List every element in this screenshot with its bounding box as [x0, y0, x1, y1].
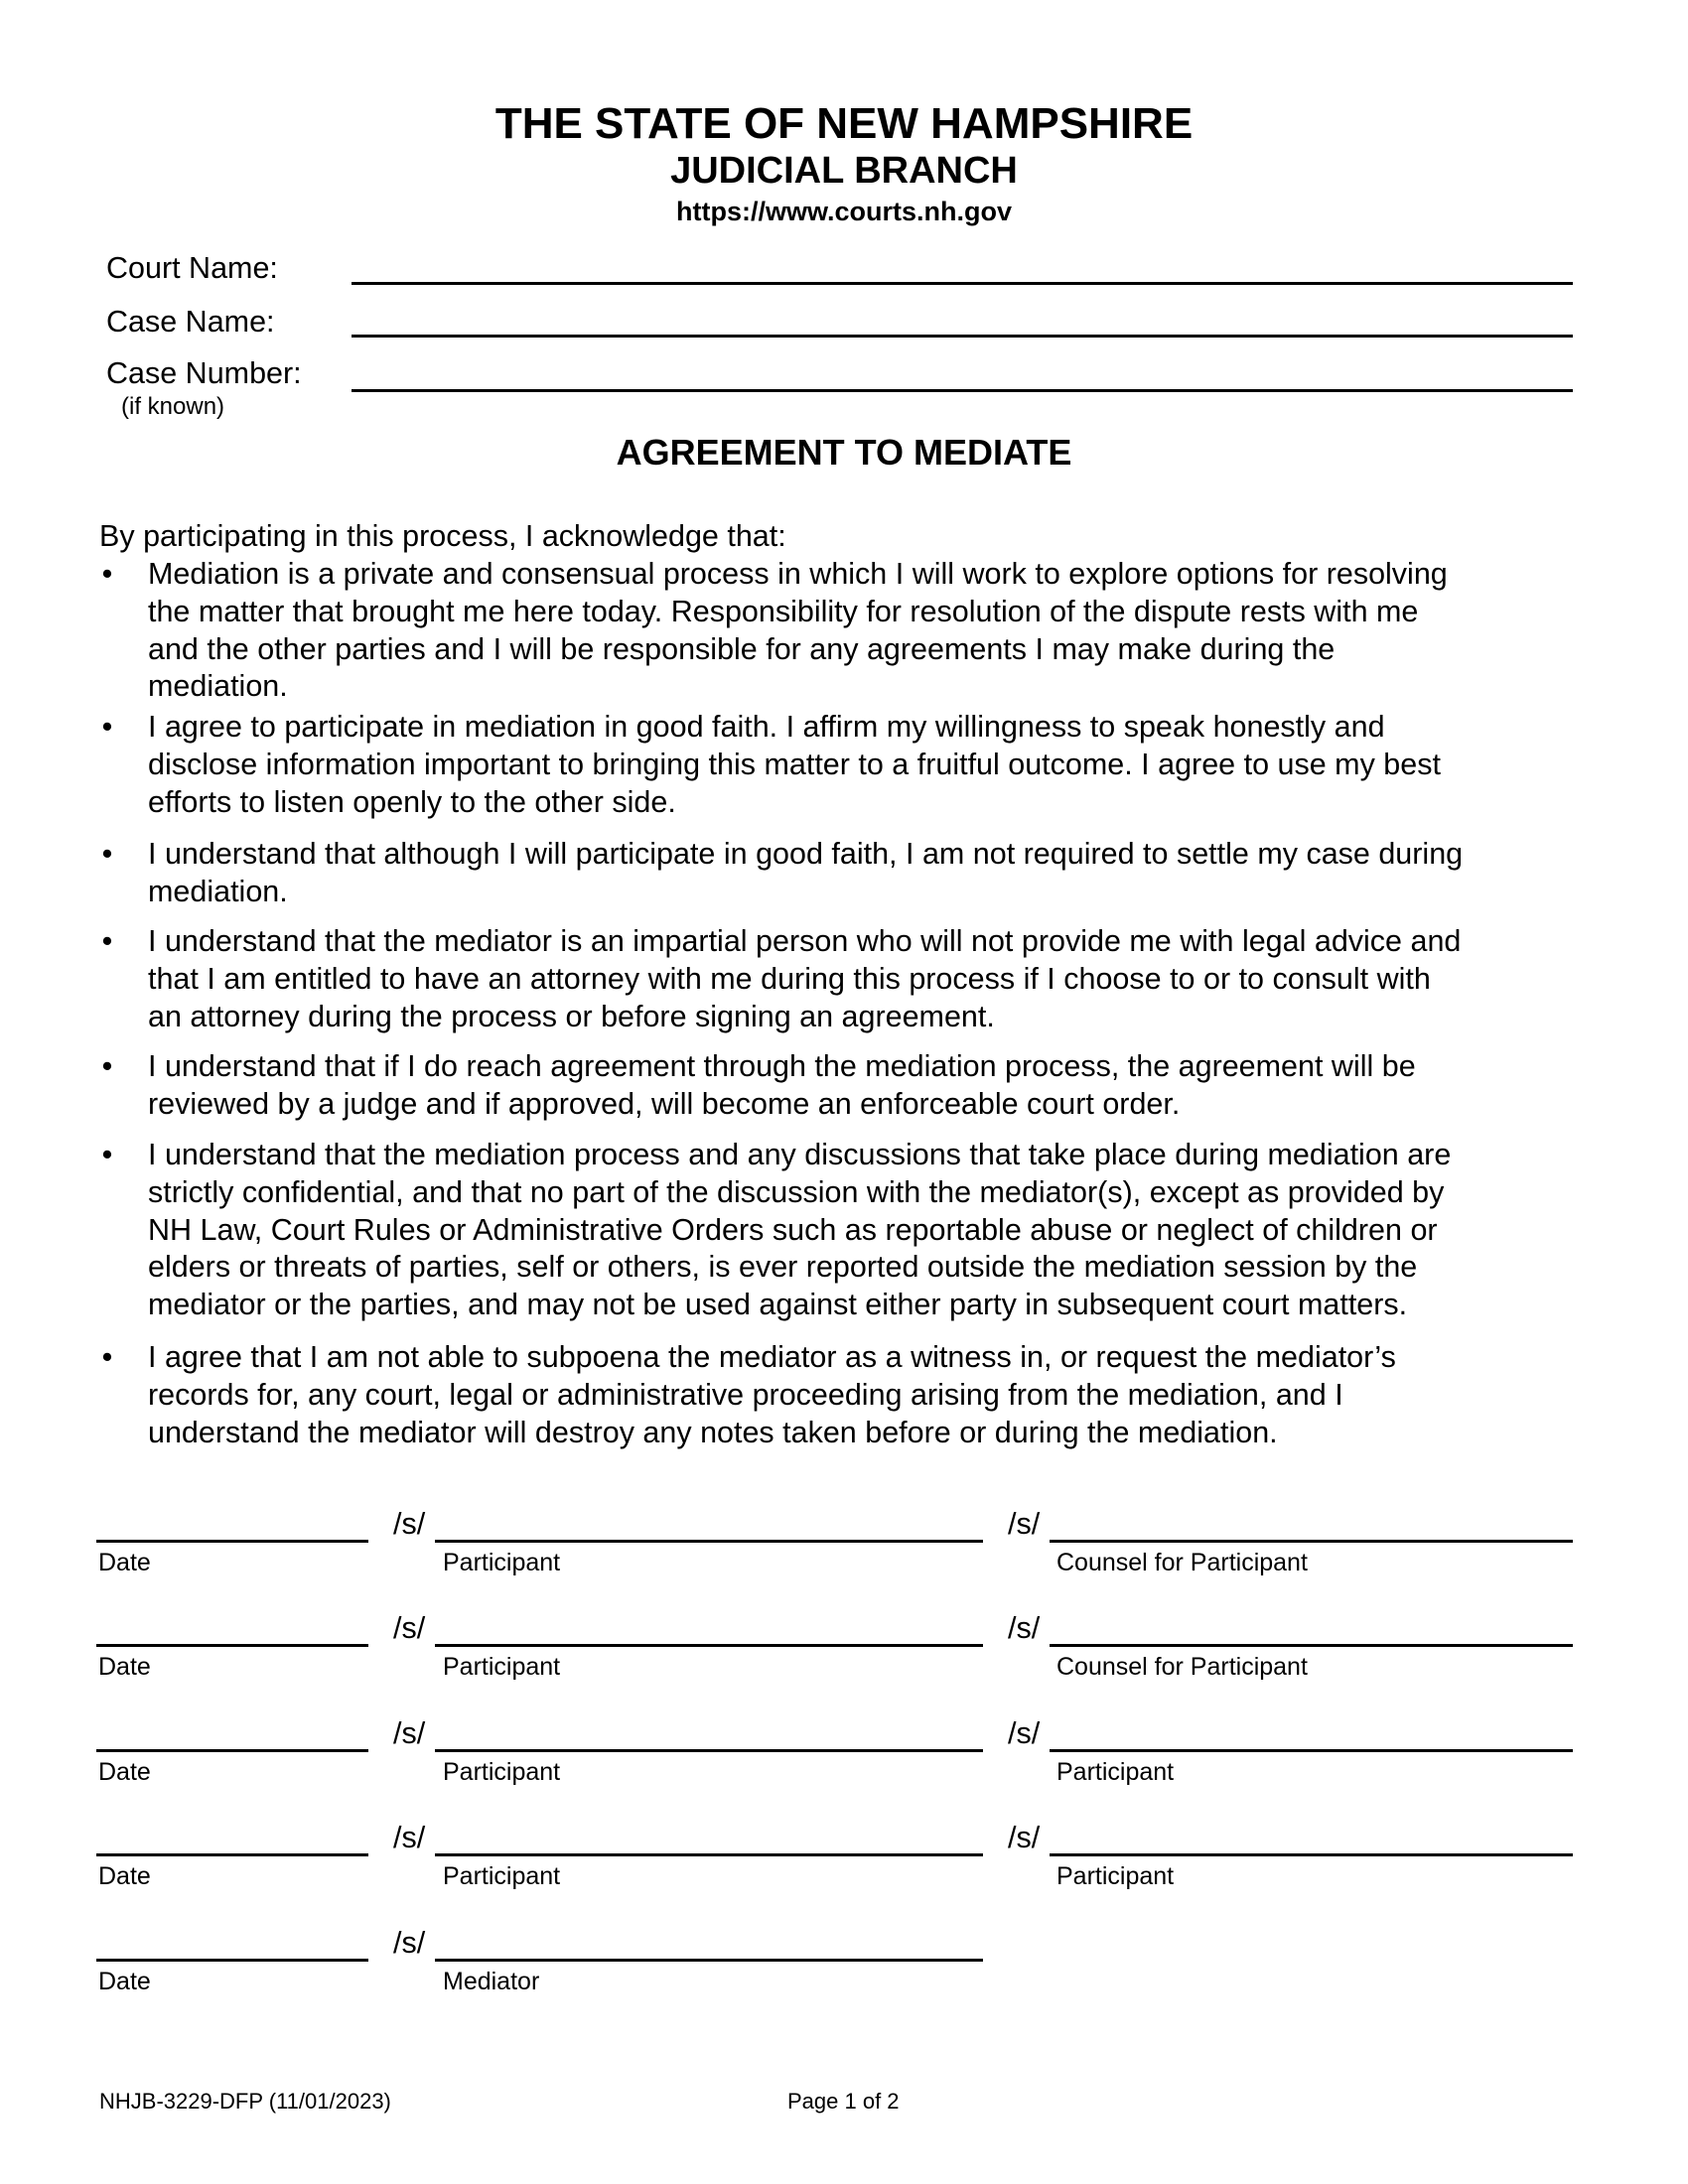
signature-prefix: /s/: [393, 1611, 426, 1645]
list-item-line: efforts to listen openly to the other side.: [148, 784, 676, 819]
list-item-line: mediation.: [148, 874, 288, 908]
signature-label: Participant: [443, 1758, 561, 1786]
signature-prefix: /s/: [393, 1821, 426, 1854]
signature-field[interactable]: [1050, 1644, 1573, 1647]
list-item-line: disclose information important to bringing this matter to a fruitful outcome. I agree to use my best: [148, 747, 1441, 781]
form-id: NHJB-3229-DFP (11/01/2023): [99, 2089, 391, 2114]
signature-label: Mediator: [443, 1968, 540, 1995]
bullet-icon: •: [101, 1340, 113, 1374]
signature-label: Participant: [1056, 1758, 1175, 1786]
case-number-note: (if known): [121, 393, 225, 420]
signature-field[interactable]: [1050, 1749, 1573, 1752]
signature-field[interactable]: [435, 1749, 983, 1752]
bullet-icon: •: [101, 1049, 113, 1083]
signature-prefix: /s/: [1008, 1821, 1041, 1854]
signature-prefix: /s/: [1008, 1611, 1041, 1645]
signature-label: Participant: [443, 1549, 561, 1576]
date-label: Date: [98, 1968, 151, 1995]
court-name-field[interactable]: [352, 282, 1573, 285]
page-number: Page 1 of 2: [787, 2089, 900, 2114]
signature-field[interactable]: [435, 1853, 983, 1856]
date-label: Date: [98, 1862, 151, 1890]
signature-field[interactable]: [1050, 1853, 1573, 1856]
signature-prefix: /s/: [1008, 1507, 1041, 1541]
bullet-icon: •: [101, 837, 113, 871]
list-item-line: that I am entitled to have an attorney with me during this process if I choose to or to consult with: [148, 961, 1431, 996]
list-item-line: I understand that although I will participate in good faith, I am not required to settle my case during: [148, 837, 1464, 871]
signature-prefix: /s/: [393, 1507, 426, 1541]
list-item-line: I agree that I am not able to subpoena the mediator as a witness in, or request the mediator’s: [148, 1340, 1396, 1374]
court-name-label: Court Name:: [106, 251, 278, 285]
list-item-line: the matter that brought me here today. Responsibility for resolution of the dispute rests with me: [148, 594, 1419, 628]
case-name-label: Case Name:: [106, 305, 275, 339]
intro-text: By participating in this process, I acknowledge that:: [99, 519, 786, 553]
bullet-icon: •: [101, 1138, 113, 1171]
signature-label: Participant: [443, 1862, 561, 1890]
signature-prefix: /s/: [1008, 1716, 1041, 1750]
date-field[interactable]: [96, 1853, 368, 1856]
signature-prefix: /s/: [393, 1716, 426, 1750]
bullet-icon: •: [101, 557, 113, 591]
date-field[interactable]: [96, 1959, 368, 1962]
signature-field[interactable]: [1050, 1540, 1573, 1543]
signature-field[interactable]: [435, 1540, 983, 1543]
list-item-line: mediator or the parties, and may not be used against either party in subsequent court matters.: [148, 1288, 1408, 1322]
list-item-line: understand the mediator will destroy any notes taken before or during the mediation.: [148, 1415, 1278, 1449]
case-name-field[interactable]: [352, 335, 1573, 338]
date-field[interactable]: [96, 1644, 368, 1647]
list-item-line: an attorney during the process or before signing an agreement.: [148, 999, 995, 1033]
list-item-line: I understand that if I do reach agreement through the mediation process, the agreement will be: [148, 1049, 1416, 1083]
date-label: Date: [98, 1758, 151, 1786]
date-field[interactable]: [96, 1540, 368, 1543]
list-item-line: Mediation is a private and consensual process in which I will work to explore options for resolving: [148, 557, 1448, 591]
signature-field[interactable]: [435, 1959, 983, 1962]
website-url: https://www.courts.nh.gov: [676, 197, 1012, 226]
list-item-line: strictly confidential, and that no part of the discussion with the mediator(s), except as provided by: [148, 1174, 1445, 1209]
list-item-line: NH Law, Court Rules or Administrative Orders such as reportable abuse or neglect of children or: [148, 1212, 1438, 1247]
signature-label: Counsel for Participant: [1056, 1653, 1308, 1681]
bullet-icon: •: [101, 924, 113, 958]
bullet-icon: •: [101, 710, 113, 744]
branch-heading: JUDICIAL BRANCH: [670, 150, 1018, 192]
state-heading: THE STATE OF NEW HAMPSHIRE: [494, 99, 1194, 148]
signature-label: Participant: [443, 1653, 561, 1681]
date-label: Date: [98, 1653, 151, 1681]
list-item-line: I understand that the mediator is an impartial person who will not provide me with legal advice and: [148, 924, 1462, 958]
signature-label: Participant: [1056, 1862, 1175, 1890]
form-title: AGREEMENT TO MEDIATE: [616, 432, 1072, 473]
case-number-label: Case Number:: [106, 356, 302, 390]
list-item-line: records for, any court, legal or administrative proceeding arising from the mediation, and I: [148, 1377, 1343, 1412]
date-label: Date: [98, 1549, 151, 1576]
list-item-line: mediation.: [148, 669, 288, 704]
signature-field[interactable]: [435, 1644, 983, 1647]
list-item-line: I agree to participate in mediation in good faith. I affirm my willingness to speak honestly and: [148, 710, 1385, 744]
list-item-line: and the other parties and I will be responsible for any agreements I may make during the: [148, 631, 1336, 666]
signature-prefix: /s/: [393, 1926, 426, 1960]
case-number-field[interactable]: [352, 389, 1573, 392]
list-item-line: I understand that the mediation process and any discussions that take place during mediation are: [148, 1138, 1452, 1171]
list-item-line: reviewed by a judge and if approved, will become an enforceable court order.: [148, 1086, 1181, 1121]
date-field[interactable]: [96, 1749, 368, 1752]
signature-label: Counsel for Participant: [1056, 1549, 1308, 1576]
list-item-line: elders or threats of parties, self or others, is ever reported outside the mediation session by the: [148, 1250, 1418, 1285]
